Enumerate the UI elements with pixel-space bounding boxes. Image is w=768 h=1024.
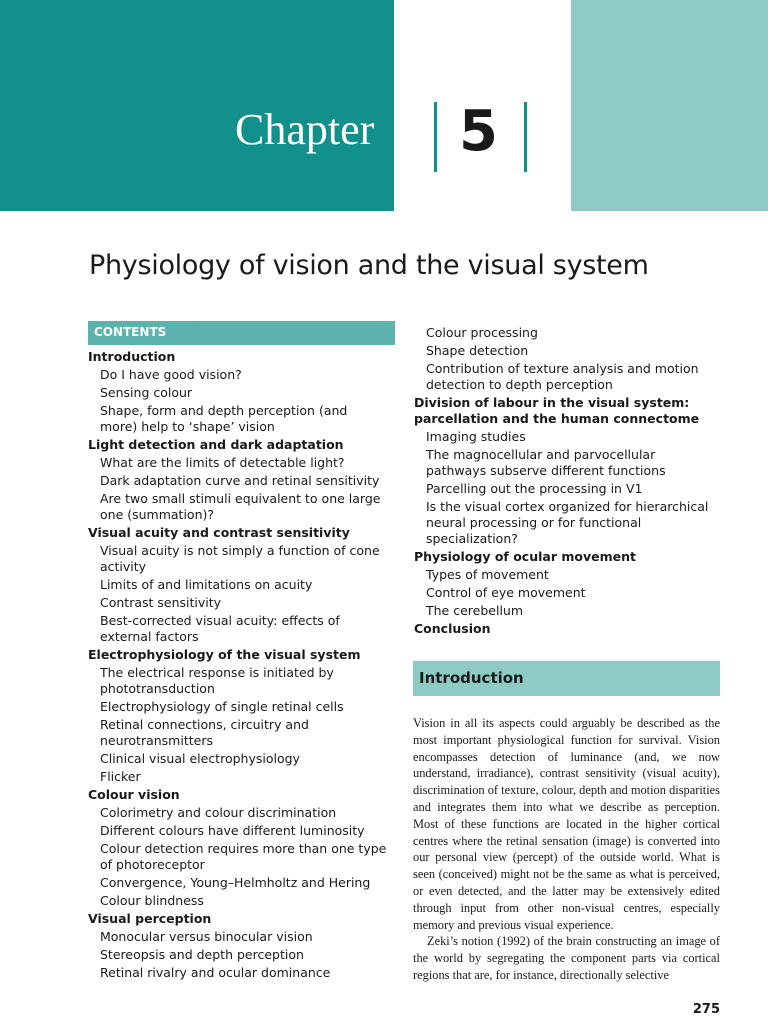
toc-subsection-item: Retinal rivalry and ocular dominance: [100, 965, 331, 980]
chapter-divider-left: [434, 102, 437, 172]
toc-subsection-item: Visual acuity is not simply a function of cone activity: [100, 543, 380, 574]
toc-subsection-item: Is the visual cortex organized for hierarchical neural processing or for functional specialization?: [426, 499, 709, 546]
introduction-paragraph: Zeki’s notion (1992) of the brain constructing an image of the world by segregating the component parts via cortical regions that are, for instance, directionally selective: [413, 934, 720, 982]
toc-subsection-item: Monocular versus binocular vision: [100, 929, 313, 944]
toc-subsection-item: Are two small stimuli equivalent to one large one (summation)?: [100, 491, 381, 522]
toc-subsection-item: The electrical response is initiated by phototransduction: [100, 665, 334, 696]
header-band-light: [571, 0, 768, 211]
toc-subsection-item: Colour detection requires more than one type of photoreceptor: [100, 841, 387, 872]
chapter-word: Chapter: [235, 105, 375, 154]
introduction-paragraph: Vision in all its aspects could arguably be described as the most important physiological function for survival. Vision encompasses detection of luminance (and, we now understand, irradiance), contrast sensitivity (visual acuity), discrimination of texture, colour, depth and motion disparities and integrates them into what we describe as perception. Most of these functions are located in the higher cortical centres where the retinal sensation (image) is converted into our personal view (percept) of the outside world. What is seen (conceived) might not be the same as what is perceived, or even detected, and the latter may be extensively edited through input from other non-visual centres, especially memory and previous visual experience.: [413, 716, 720, 932]
toc-subsection-item: Stereopsis and depth perception: [100, 947, 304, 962]
toc-subsection-item: Shape detection: [426, 343, 529, 358]
toc-subsection-item: Imaging studies: [426, 429, 526, 444]
contents-header-bar: [88, 321, 395, 345]
toc-section-heading: Conclusion: [414, 621, 491, 636]
toc-subsection-item: Control of eye movement: [426, 585, 586, 600]
toc-subsection-item: Convergence, Young–Helmholtz and Hering: [100, 875, 371, 890]
toc-subsection-item: Contribution of texture analysis and motion detection to depth perception: [426, 361, 699, 392]
page-title: Physiology of vision and the visual system: [89, 250, 649, 281]
toc-section-heading: Visual perception: [88, 911, 212, 926]
toc-section-heading: Introduction: [88, 349, 176, 364]
toc-subsection-item: Electrophysiology of single retinal cells: [100, 699, 344, 714]
toc-subsection-item: Dark adaptation curve and retinal sensitivity: [100, 473, 380, 488]
toc-subsection-item: The magnocellular and parvocellular pathways subserve different functions: [426, 447, 666, 478]
toc-subsection-item: Retinal connections, circuitry and neurotransmitters: [100, 717, 309, 748]
toc-subsection-item: The cerebellum: [426, 603, 524, 618]
toc-subsection-item: Limits of and limitations on acuity: [100, 577, 313, 592]
header-band-dark: [0, 0, 394, 211]
toc-subsection-item: Contrast sensitivity: [100, 595, 222, 610]
toc-subsection-item: Sensing colour: [100, 385, 193, 400]
introduction-body: [413, 715, 720, 984]
toc-section-heading: Electrophysiology of the visual system: [88, 647, 361, 662]
toc-subsection-item: Parcelling out the processing in V1: [426, 481, 643, 496]
toc-subsection-item: Types of movement: [426, 567, 549, 582]
toc-section-heading: Visual acuity and contrast sensitivity: [88, 525, 350, 540]
introduction-heading: Introduction: [419, 669, 524, 687]
toc-subsection-item: Clinical visual electrophysiology: [100, 751, 300, 766]
toc-subsection-item: Different colours have different luminosity: [100, 823, 365, 838]
page-number: 275: [692, 1002, 720, 1017]
toc-subsection-item: Colour processing: [426, 325, 538, 340]
toc-subsection-item: Colour blindness: [100, 893, 204, 908]
introduction-header-bar: [413, 661, 720, 696]
toc-subsection-item: Best-corrected visual acuity: effects of external factors: [100, 613, 340, 644]
toc-left-column: [88, 349, 388, 983]
toc-section-heading: Light detection and dark adaptation: [88, 437, 344, 452]
toc-section-heading: Colour vision: [88, 787, 180, 802]
chapter-number: 5: [459, 99, 498, 164]
toc-subsection-item: Colorimetry and colour discrimination: [100, 805, 337, 820]
toc-section-heading: Division of labour in the visual system: parcellation and the human connectome: [414, 395, 700, 426]
toc-subsection-item: Flicker: [100, 769, 141, 784]
toc-subsection-item: Do I have good vision?: [100, 367, 242, 382]
contents-label: CONTENTS: [94, 325, 167, 339]
toc-right-column: [414, 325, 714, 639]
toc-subsection-item: Shape, form and depth perception (and more) help to ‘shape’ vision: [100, 403, 348, 434]
chapter-divider-right: [524, 102, 527, 172]
toc-section-heading: Physiology of ocular movement: [414, 549, 636, 564]
toc-subsection-item: What are the limits of detectable light?: [100, 455, 345, 470]
